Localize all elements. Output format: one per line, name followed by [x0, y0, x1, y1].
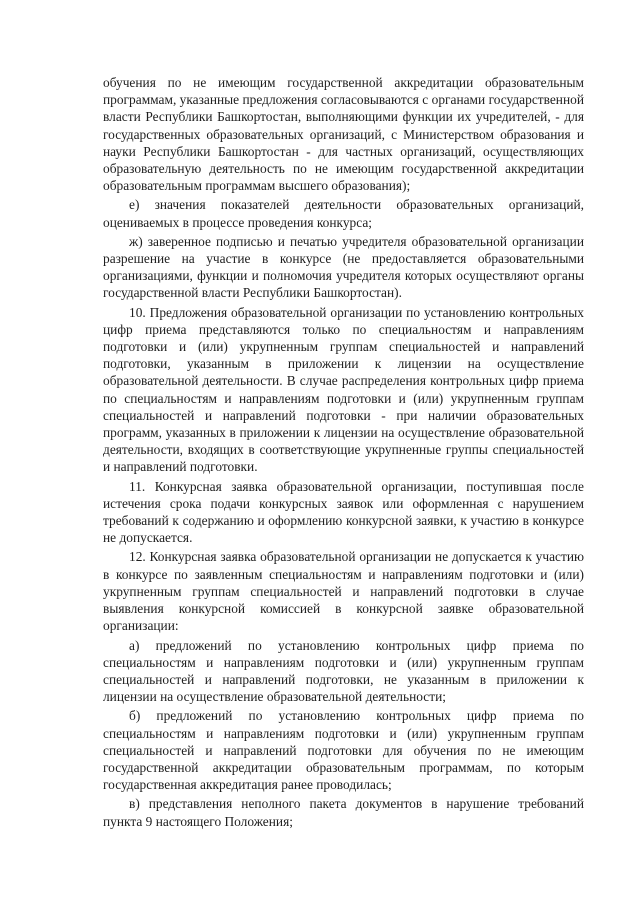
- paragraph-continuation: обучения по не имеющим государственной аккредитации образовательным программам, указанные предложения согласовываются с органами государственной власти Республики Башкортостан, выполняющими функции их учредителей, - для государственных образовательных организаций, с Министерством образования и науки Республики Башкортостан - для частных организаций, осуществляющих образовательную деятельность по не имеющим государственной аккредитации образовательным программам высшего образования);: [103, 75, 584, 194]
- paragraph-item-e: е) значения показателей деятельности образовательных организаций, оцениваемых в процессе проведения конкурса;: [103, 197, 584, 230]
- paragraph-11: 11. Конкурсная заявка образовательной организации, поступившая после истечения срока подачи конкурсных заявок или оформленная с нарушением требований к содержанию и оформлению конкурсной заявки, к участию в конкурсе не допускается.: [103, 478, 584, 546]
- paragraph-12: 12. Конкурсная заявка образовательной организации не допускается к участию в конкурсе по заявленным специальностям и направлениям подготовки и (или) укрупненным группам специальностей и направлений подготовки в случае выявления конкурсной комиссией в конкурсной заявке образовательной организации:: [103, 549, 584, 634]
- paragraph-item-v: в) представления неполного пакета документов в нарушение требований пункта 9 настоящего Положения;: [103, 796, 584, 829]
- paragraph-item-zh: ж) заверенное подписью и печатью учредителя образовательной организации разрешение на участие в конкурсе (не предоставляется образовательными организациями, функции и полномочия учредителя которых осуществляют органы государственной власти Республики Башкортостан).: [103, 233, 584, 301]
- paragraph-item-b: б) предложений по установлению контрольных цифр приема по специальностям и направлениям подготовки и (или) укрупненным группам специальностей и направлений подготовки для обучения по не имеющим государственной аккредитации образовательным программам, по которым государственная аккредитация ранее проводилась;: [103, 708, 584, 793]
- paragraph-10: 10. Предложения образовательной организации по установлению контрольных цифр приема представляются только по специальностям и направлениям подготовки и (или) укрупненным группам специальностей и направлений подготовки, указанным в приложении к лицензии на осуществление образовательной деятельности. В случае распределения контрольных цифр приема по специальностям и направлениям подготовки и (или) укрупненным группам специальностей и направлений подготовки - при наличии образовательных программ, указанных в приложении к лицензии на осуществление образовательной деятельности, входящих в соответствующие укрупненные группы специальностей и направлений подготовки.: [103, 304, 584, 475]
- document-page: [103, 74, 584, 832]
- paragraph-item-a: а) предложений по установлению контрольных цифр приема по специальностям и направлениям подготовки и (или) укрупненным группам специальностей и направлений подготовки, не указанным в приложении к лицензии на осуществление образовательной деятельности;: [103, 637, 584, 705]
